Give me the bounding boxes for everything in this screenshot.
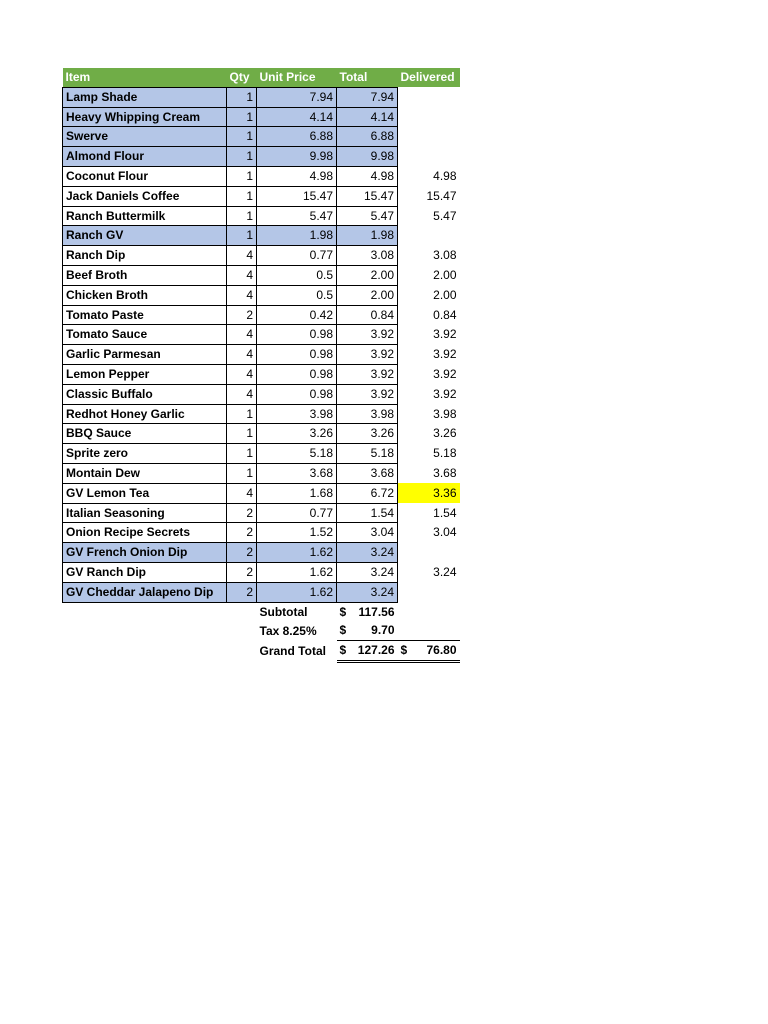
qty-cell[interactable]: 4: [227, 345, 257, 365]
total-cell[interactable]: 5.47: [337, 206, 398, 226]
item-cell[interactable]: Redhot Honey Garlic: [63, 404, 227, 424]
total-cell[interactable]: 3.24: [337, 543, 398, 563]
table-row: [63, 186, 460, 206]
unit-price-cell[interactable]: 1.98: [257, 226, 337, 246]
total-cell[interactable]: 0.84: [337, 305, 398, 325]
currency-symbol: $: [339, 623, 347, 638]
unit-price-cell[interactable]: 3.68: [257, 463, 337, 483]
unit-price-cell[interactable]: 0.5: [257, 265, 337, 285]
total-cell[interactable]: 6.72: [337, 483, 398, 503]
delivered-cell[interactable]: [398, 107, 460, 127]
delivered-cell[interactable]: 3.98: [433, 406, 457, 421]
item-cell[interactable]: Tomato Paste: [63, 305, 227, 325]
unit-price-cell[interactable]: 15.47: [257, 186, 337, 206]
qty-cell[interactable]: 2: [227, 503, 257, 523]
total-cell[interactable]: 15.47: [337, 186, 398, 206]
item-cell[interactable]: Ranch Dip: [63, 246, 227, 266]
item-cell[interactable]: Italian Seasoning: [63, 503, 227, 523]
subtotal-label[interactable]: Subtotal: [259, 604, 308, 619]
delivered-cell[interactable]: 3.04: [433, 525, 457, 540]
item-cell[interactable]: GV Lemon Tea: [63, 483, 227, 503]
qty-cell[interactable]: 4: [227, 364, 257, 384]
table-row: [63, 246, 460, 266]
unit-price-cell[interactable]: 4.98: [257, 166, 337, 186]
delivered-cell[interactable]: 2.00: [433, 267, 457, 282]
subtotal-value[interactable]: $ 117.56: [337, 602, 398, 621]
item-cell[interactable]: GV Cheddar Jalapeno Dip: [63, 582, 227, 602]
delivered-cell[interactable]: 3.08: [433, 248, 457, 263]
total-cell[interactable]: 3.68: [337, 463, 398, 483]
item-cell[interactable]: GV Ranch Dip: [63, 562, 227, 582]
delivered-cell[interactable]: [398, 127, 460, 147]
qty-cell[interactable]: 1: [227, 226, 257, 246]
item-rows: [63, 87, 460, 602]
item-cell[interactable]: Almond Flour: [63, 147, 227, 167]
item-cell[interactable]: BBQ Sauce: [63, 424, 227, 444]
delivered-cell[interactable]: [398, 87, 460, 107]
qty-cell[interactable]: 2: [227, 543, 257, 563]
item-cell[interactable]: Onion Recipe Secrets: [63, 523, 227, 543]
total-cell[interactable]: 3.92: [337, 325, 398, 345]
qty-cell[interactable]: 2: [227, 582, 257, 602]
total-cell[interactable]: 9.98: [337, 147, 398, 167]
tax-label[interactable]: Tax 8.25%: [259, 623, 317, 638]
qty-cell[interactable]: 1: [227, 147, 257, 167]
total-cell[interactable]: 7.94: [337, 87, 398, 107]
unit-price-cell[interactable]: 1.62: [257, 582, 337, 602]
delivered-cell[interactable]: 0.84: [433, 307, 457, 322]
qty-cell[interactable]: 2: [227, 305, 257, 325]
total-cell[interactable]: 3.92: [337, 384, 398, 404]
table-row: [63, 483, 460, 503]
item-cell[interactable]: GV French Onion Dip: [63, 543, 227, 563]
header-qty[interactable]: Qty: [227, 68, 257, 87]
total-cell[interactable]: 1.98: [337, 226, 398, 246]
delivered-cell[interactable]: 4.98: [433, 168, 457, 183]
item-cell[interactable]: Jack Daniels Coffee: [63, 186, 227, 206]
table-row: [63, 147, 460, 167]
delivered-cell[interactable]: 2.00: [433, 287, 457, 302]
total-cell[interactable]: 3.92: [337, 345, 398, 365]
item-cell[interactable]: Coconut Flour: [63, 166, 227, 186]
delivered-cell[interactable]: [398, 582, 460, 602]
table-row: [63, 127, 460, 147]
item-cell[interactable]: Ranch GV: [63, 226, 227, 246]
table-row: [63, 265, 460, 285]
table-row: [63, 345, 460, 365]
qty-cell[interactable]: 1: [227, 444, 257, 464]
total-cell[interactable]: 4.14: [337, 107, 398, 127]
unit-price-cell[interactable]: 0.42: [257, 305, 337, 325]
header-delivered[interactable]: Delivered: [398, 68, 460, 87]
delivered-cell[interactable]: 3.92: [433, 327, 457, 342]
table-row: [63, 384, 460, 404]
currency-symbol: $: [339, 604, 347, 619]
unit-price-cell[interactable]: 0.98: [257, 364, 337, 384]
total-cell[interactable]: 5.18: [337, 444, 398, 464]
table-row: [63, 404, 460, 424]
qty-cell[interactable]: 4: [227, 265, 257, 285]
unit-price-cell[interactable]: 7.94: [257, 87, 337, 107]
currency-symbol: $: [339, 643, 347, 658]
qty-cell[interactable]: 2: [227, 523, 257, 543]
qty-cell[interactable]: 1: [227, 127, 257, 147]
header-unit-price[interactable]: Unit Price: [257, 68, 337, 87]
unit-price-cell[interactable]: 1.52: [257, 523, 337, 543]
table-row: [63, 285, 460, 305]
qty-cell[interactable]: 2: [227, 562, 257, 582]
total-cell[interactable]: 6.88: [337, 127, 398, 147]
delivered-cell[interactable]: 1.54: [433, 505, 457, 520]
unit-price-cell[interactable]: 4.14: [257, 107, 337, 127]
table-row: [63, 444, 460, 464]
item-cell[interactable]: Sprite zero: [63, 444, 227, 464]
unit-price-cell[interactable]: 1.62: [257, 562, 337, 582]
delivered-cell[interactable]: 5.47: [433, 208, 457, 223]
unit-price-cell[interactable]: 1.62: [257, 543, 337, 563]
qty-cell[interactable]: 4: [227, 285, 257, 305]
item-cell[interactable]: Heavy Whipping Cream: [63, 107, 227, 127]
grand-total-row: [63, 641, 460, 662]
item-cell[interactable]: Chicken Broth: [63, 285, 227, 305]
table-row: [63, 305, 460, 325]
table-row: [63, 543, 460, 563]
delivered-total-value[interactable]: $ 76.80: [398, 641, 460, 662]
delivered-cell[interactable]: [398, 147, 460, 167]
item-cell[interactable]: Beef Broth: [63, 265, 227, 285]
delivered-cell[interactable]: 3.24: [433, 564, 457, 579]
item-cell[interactable]: Swerve: [63, 127, 227, 147]
qty-cell[interactable]: 4: [227, 384, 257, 404]
qty-cell[interactable]: 1: [227, 424, 257, 444]
table-row: [63, 523, 460, 543]
delivered-cell[interactable]: [398, 543, 460, 563]
unit-price-cell[interactable]: 5.47: [257, 206, 337, 226]
delivered-cell[interactable]: 3.26: [433, 426, 457, 441]
subtotal-row: [63, 602, 460, 621]
total-cell[interactable]: 3.26: [337, 424, 398, 444]
total-cell[interactable]: 3.24: [337, 582, 398, 602]
table-row: [63, 87, 460, 107]
table-row: [63, 107, 460, 127]
header-item[interactable]: Item: [63, 68, 227, 87]
qty-cell[interactable]: 1: [227, 206, 257, 226]
header-row: [63, 68, 460, 87]
delivered-cell[interactable]: 3.92: [433, 366, 457, 381]
item-cell[interactable]: Lamp Shade: [63, 87, 227, 107]
delivered-cell[interactable]: [398, 226, 460, 246]
item-cell[interactable]: Montain Dew: [63, 463, 227, 483]
total-cell[interactable]: 3.92: [337, 364, 398, 384]
total-cell[interactable]: 3.24: [337, 562, 398, 582]
total-cell[interactable]: 4.98: [337, 166, 398, 186]
unit-price-cell[interactable]: 1.68: [257, 483, 337, 503]
delivered-cell[interactable]: 3.92: [433, 386, 457, 401]
table-row: [63, 463, 460, 483]
table-row: [63, 166, 460, 186]
delivered-cell[interactable]: 3.68: [433, 465, 457, 480]
unit-price-cell[interactable]: 0.5: [257, 285, 337, 305]
unit-price-cell[interactable]: 0.98: [257, 325, 337, 345]
table-row: [63, 503, 460, 523]
header-total[interactable]: Total: [337, 68, 398, 87]
qty-cell[interactable]: 4: [227, 483, 257, 503]
qty-cell[interactable]: 4: [227, 325, 257, 345]
table-row: [63, 562, 460, 582]
table-row: [63, 226, 460, 246]
table-row: [63, 364, 460, 384]
delivered-cell[interactable]: 15.47: [426, 188, 457, 203]
unit-price-cell[interactable]: 0.77: [257, 503, 337, 523]
grand-total-value[interactable]: $ 127.26: [337, 641, 398, 662]
qty-cell[interactable]: 1: [227, 87, 257, 107]
table-row: [63, 206, 460, 226]
qty-cell[interactable]: 1: [227, 186, 257, 206]
unit-price-cell[interactable]: 6.88: [257, 127, 337, 147]
qty-cell[interactable]: 1: [227, 107, 257, 127]
item-cell[interactable]: Ranch Buttermilk: [63, 206, 227, 226]
total-cell[interactable]: 3.04: [337, 523, 398, 543]
total-cell[interactable]: 3.08: [337, 246, 398, 266]
unit-price-cell[interactable]: 3.26: [257, 424, 337, 444]
item-cell[interactable]: Lemon Pepper: [63, 364, 227, 384]
tax-value[interactable]: $ 9.70: [337, 621, 398, 640]
item-cell[interactable]: Tomato Sauce: [63, 325, 227, 345]
qty-cell[interactable]: 1: [227, 463, 257, 483]
unit-price-cell[interactable]: 0.98: [257, 345, 337, 365]
total-cell[interactable]: 3.98: [337, 404, 398, 424]
total-cell[interactable]: 2.00: [337, 265, 398, 285]
unit-price-cell[interactable]: 0.98: [257, 384, 337, 404]
item-cell[interactable]: Garlic Parmesan: [63, 345, 227, 365]
qty-cell[interactable]: 4: [227, 246, 257, 266]
delivered-cell[interactable]: 5.18: [433, 446, 457, 461]
total-cell[interactable]: 1.54: [337, 503, 398, 523]
qty-cell[interactable]: 1: [227, 404, 257, 424]
table-row: [63, 325, 460, 345]
unit-price-cell[interactable]: 3.98: [257, 404, 337, 424]
delivered-cell[interactable]: 3.36: [398, 483, 460, 503]
tax-row: [63, 621, 460, 640]
unit-price-cell[interactable]: 9.98: [257, 147, 337, 167]
total-cell[interactable]: 2.00: [337, 285, 398, 305]
qty-cell[interactable]: 1: [227, 166, 257, 186]
delivered-cell[interactable]: 3.92: [433, 347, 457, 362]
table-row: [63, 582, 460, 602]
table-row: [63, 424, 460, 444]
grand-total-label[interactable]: Grand Total: [259, 643, 326, 658]
currency-symbol: $: [400, 643, 408, 658]
grocery-spreadsheet: [62, 68, 460, 663]
unit-price-cell[interactable]: 0.77: [257, 246, 337, 266]
item-cell[interactable]: Classic Buffalo: [63, 384, 227, 404]
unit-price-cell[interactable]: 5.18: [257, 444, 337, 464]
